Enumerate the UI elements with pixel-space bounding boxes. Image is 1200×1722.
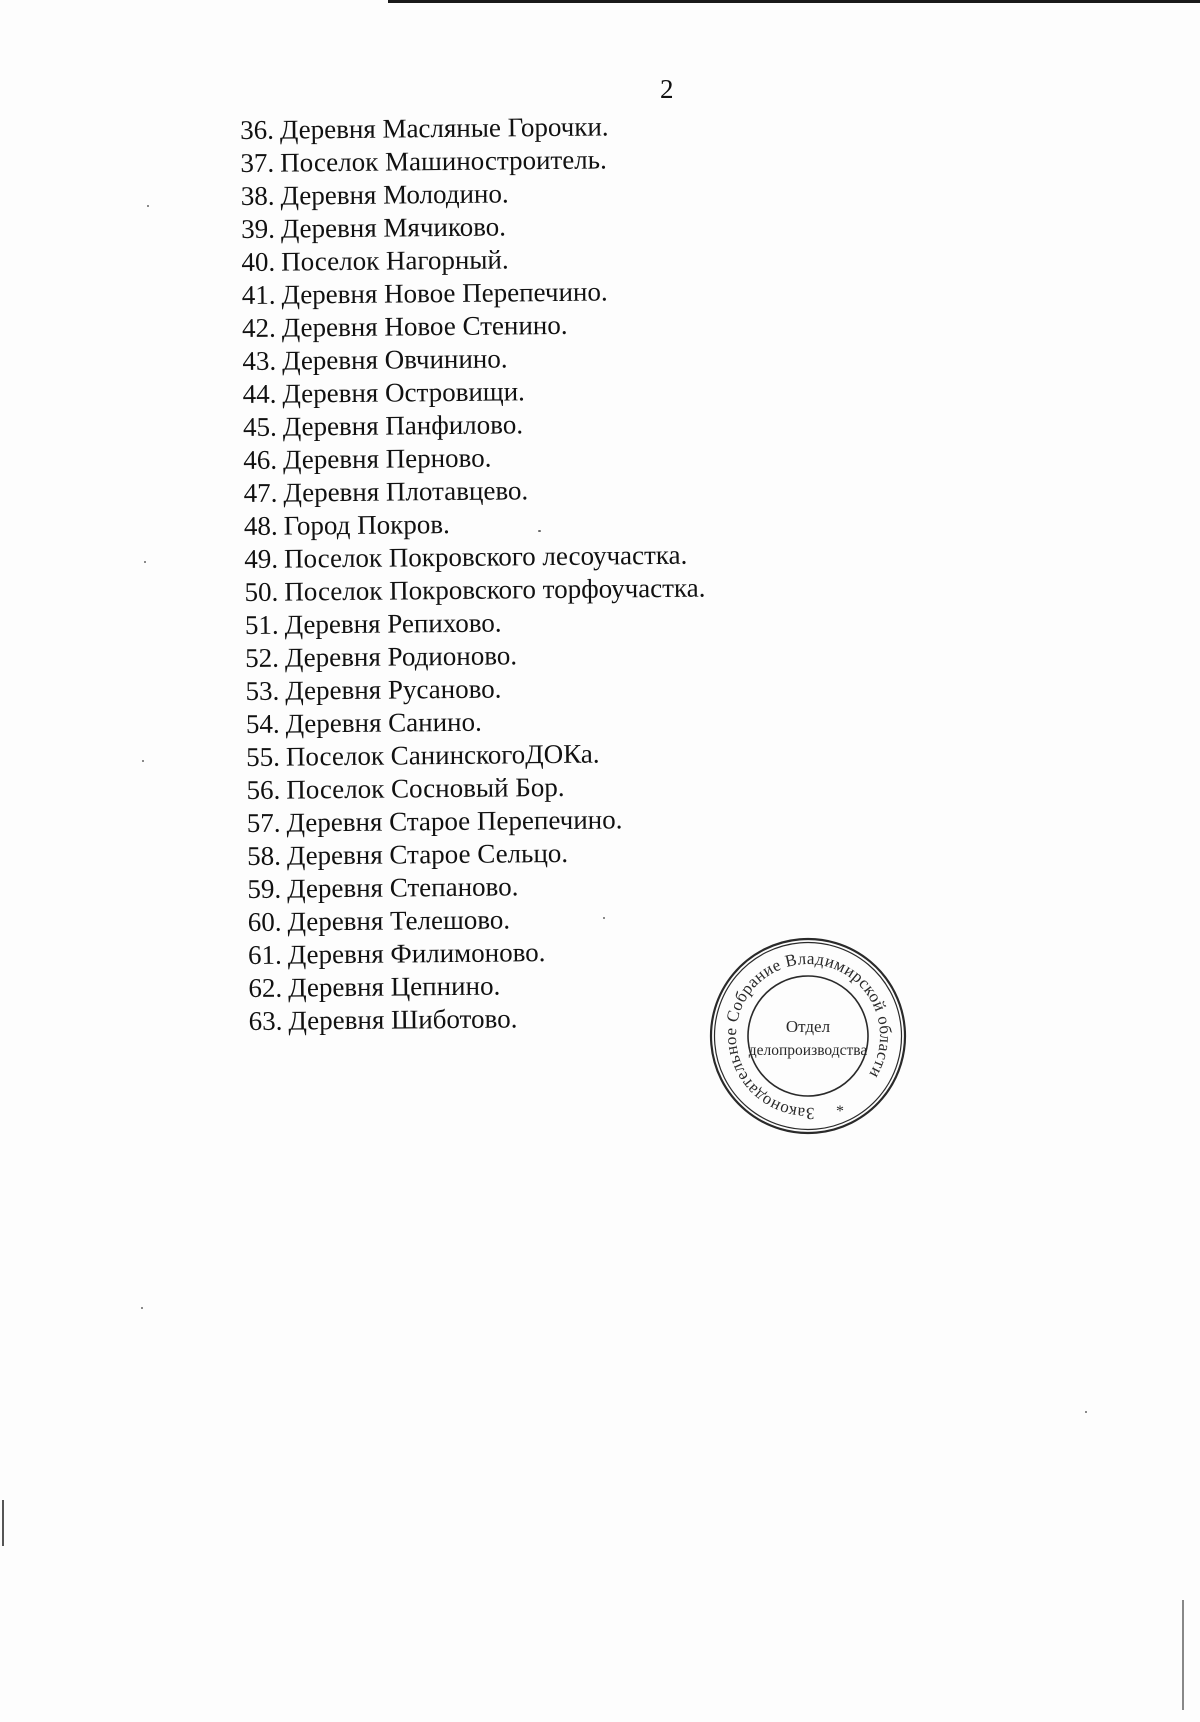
list-item-number: 52. xyxy=(245,642,280,673)
scan-speck xyxy=(144,561,146,563)
stamp-ring-text: Законодательное Собрание Владимирской области xyxy=(720,948,896,1124)
list-item xyxy=(241,176,702,213)
list-item xyxy=(246,704,707,741)
scan-edge-mark xyxy=(1182,1600,1184,1710)
list-item-number: 59. xyxy=(247,873,282,904)
scan-speck xyxy=(141,1307,143,1309)
list-item xyxy=(247,869,708,906)
list-item-text: Поселок СанинскогоДОКа. xyxy=(285,738,600,772)
scan-speck xyxy=(603,917,605,919)
list-item-text: Деревня Степаново. xyxy=(287,871,519,904)
list-item xyxy=(244,539,705,576)
list-item-number: 58. xyxy=(246,840,282,871)
list-item-number: 43. xyxy=(242,345,277,376)
stamp-star-icon: * xyxy=(836,1103,844,1120)
list-item-text: Деревня Старое Перепечино. xyxy=(286,804,623,838)
scan-speck xyxy=(142,760,144,762)
list-item-text: Поселок Сосновый Бор. xyxy=(286,771,565,805)
list-item xyxy=(244,572,705,609)
list-item xyxy=(248,935,709,972)
list-item-text: Деревня Перново. xyxy=(282,442,492,475)
page-number: 2 xyxy=(660,74,674,104)
list-item-number: 56. xyxy=(246,774,281,805)
list-item xyxy=(247,836,708,873)
list-item-number: 49. xyxy=(244,543,279,574)
list-item xyxy=(245,671,706,708)
list-item xyxy=(244,506,705,543)
list-item-number: 57. xyxy=(246,807,281,838)
list-item-text: Деревня Родионово. xyxy=(284,640,518,673)
list-item-number: 62. xyxy=(248,972,283,1003)
list-item xyxy=(240,143,701,180)
list-item xyxy=(245,605,706,642)
office-stamp xyxy=(708,936,908,1136)
list-item xyxy=(249,1001,710,1038)
stamp-center-line-1: Отдел xyxy=(785,1017,831,1036)
list-item-number: 41. xyxy=(241,279,276,310)
list-item-text: Деревня Новое Стенино. xyxy=(281,309,568,343)
list-item-number: 40. xyxy=(241,246,276,277)
list-item-text: Деревня Русаново. xyxy=(285,673,502,706)
list-item xyxy=(242,275,703,312)
list-item-number: 44. xyxy=(242,378,277,409)
list-item-text: Деревня Цепнино. xyxy=(287,970,501,1003)
list-item-number: 55. xyxy=(246,741,281,772)
list-item-number: 45. xyxy=(242,411,277,442)
list-item xyxy=(248,902,709,939)
list-item-text: Деревня Новое Перепечино. xyxy=(281,276,608,310)
list-item-text: Деревня Овчинино. xyxy=(281,343,508,376)
list-item xyxy=(243,440,704,477)
list-item-text: Деревня Санино. xyxy=(285,706,482,739)
list-item-number: 37. xyxy=(240,147,275,178)
list-item-number: 46. xyxy=(243,444,278,475)
list-item-number: 47. xyxy=(243,477,278,508)
settlement-list xyxy=(240,110,710,1038)
scan-speck xyxy=(538,530,541,532)
list-item-number: 50. xyxy=(244,576,279,607)
list-item-number: 63. xyxy=(248,1005,283,1036)
list-item xyxy=(245,638,706,675)
list-item-text: Деревня Репихово. xyxy=(284,607,502,640)
list-item-text: Поселок Покровского лесоучастка. xyxy=(283,539,688,574)
list-item xyxy=(242,308,703,345)
list-item-text: Деревня Панфилово. xyxy=(282,409,524,442)
list-item-number: 48. xyxy=(243,510,278,541)
list-item-number: 53. xyxy=(245,675,280,706)
list-item xyxy=(241,242,702,279)
list-item-text: Деревня Телешово. xyxy=(287,904,511,937)
list-item-text: Поселок Машиностроитель. xyxy=(280,144,607,178)
stamp-inner-ring xyxy=(743,971,873,1101)
list-item-text: Деревня Филимоново. xyxy=(287,937,546,970)
scan-edge-mark xyxy=(2,1500,4,1546)
list-item-number: 39. xyxy=(240,213,275,244)
scan-speck xyxy=(147,205,149,207)
list-item xyxy=(242,341,703,378)
list-item-text: Поселок Нагорный. xyxy=(281,244,509,277)
list-item-text: Деревня Плотавцево. xyxy=(283,475,529,508)
list-item xyxy=(240,110,701,147)
list-item-number: 54. xyxy=(245,708,280,739)
list-item-text: Деревня Молодино. xyxy=(280,178,509,211)
list-item xyxy=(243,407,704,444)
list-item-text: Деревня Старое Сельцо. xyxy=(286,837,569,871)
list-item-text: Деревня Масляные Горочки. xyxy=(279,111,609,145)
list-item xyxy=(243,374,704,411)
list-item-text: Деревня Островищи. xyxy=(282,376,525,409)
list-item xyxy=(241,209,702,246)
scan-speck xyxy=(1085,1411,1087,1413)
list-item-text: Город Покров. xyxy=(283,509,450,541)
list-item-number: 60. xyxy=(247,906,282,937)
list-item xyxy=(246,737,707,774)
stamp-center-line-2: делопроизводства xyxy=(748,1042,868,1059)
list-item-text: Деревня Шиботово. xyxy=(288,1003,518,1036)
list-item xyxy=(243,473,704,510)
list-item-text: Поселок Покровского торфоучастка. xyxy=(284,572,706,607)
list-item xyxy=(248,968,709,1005)
list-item-text: Деревня Мячиково. xyxy=(280,211,507,244)
list-item xyxy=(247,803,708,840)
list-item xyxy=(246,770,707,807)
list-item-number: 61. xyxy=(247,939,282,970)
list-item-number: 51. xyxy=(244,609,279,640)
list-item-number: 42. xyxy=(241,312,276,343)
top-border-line xyxy=(388,0,1200,3)
list-item-number: 38. xyxy=(240,180,275,211)
list-item-number: 36. xyxy=(240,114,275,145)
